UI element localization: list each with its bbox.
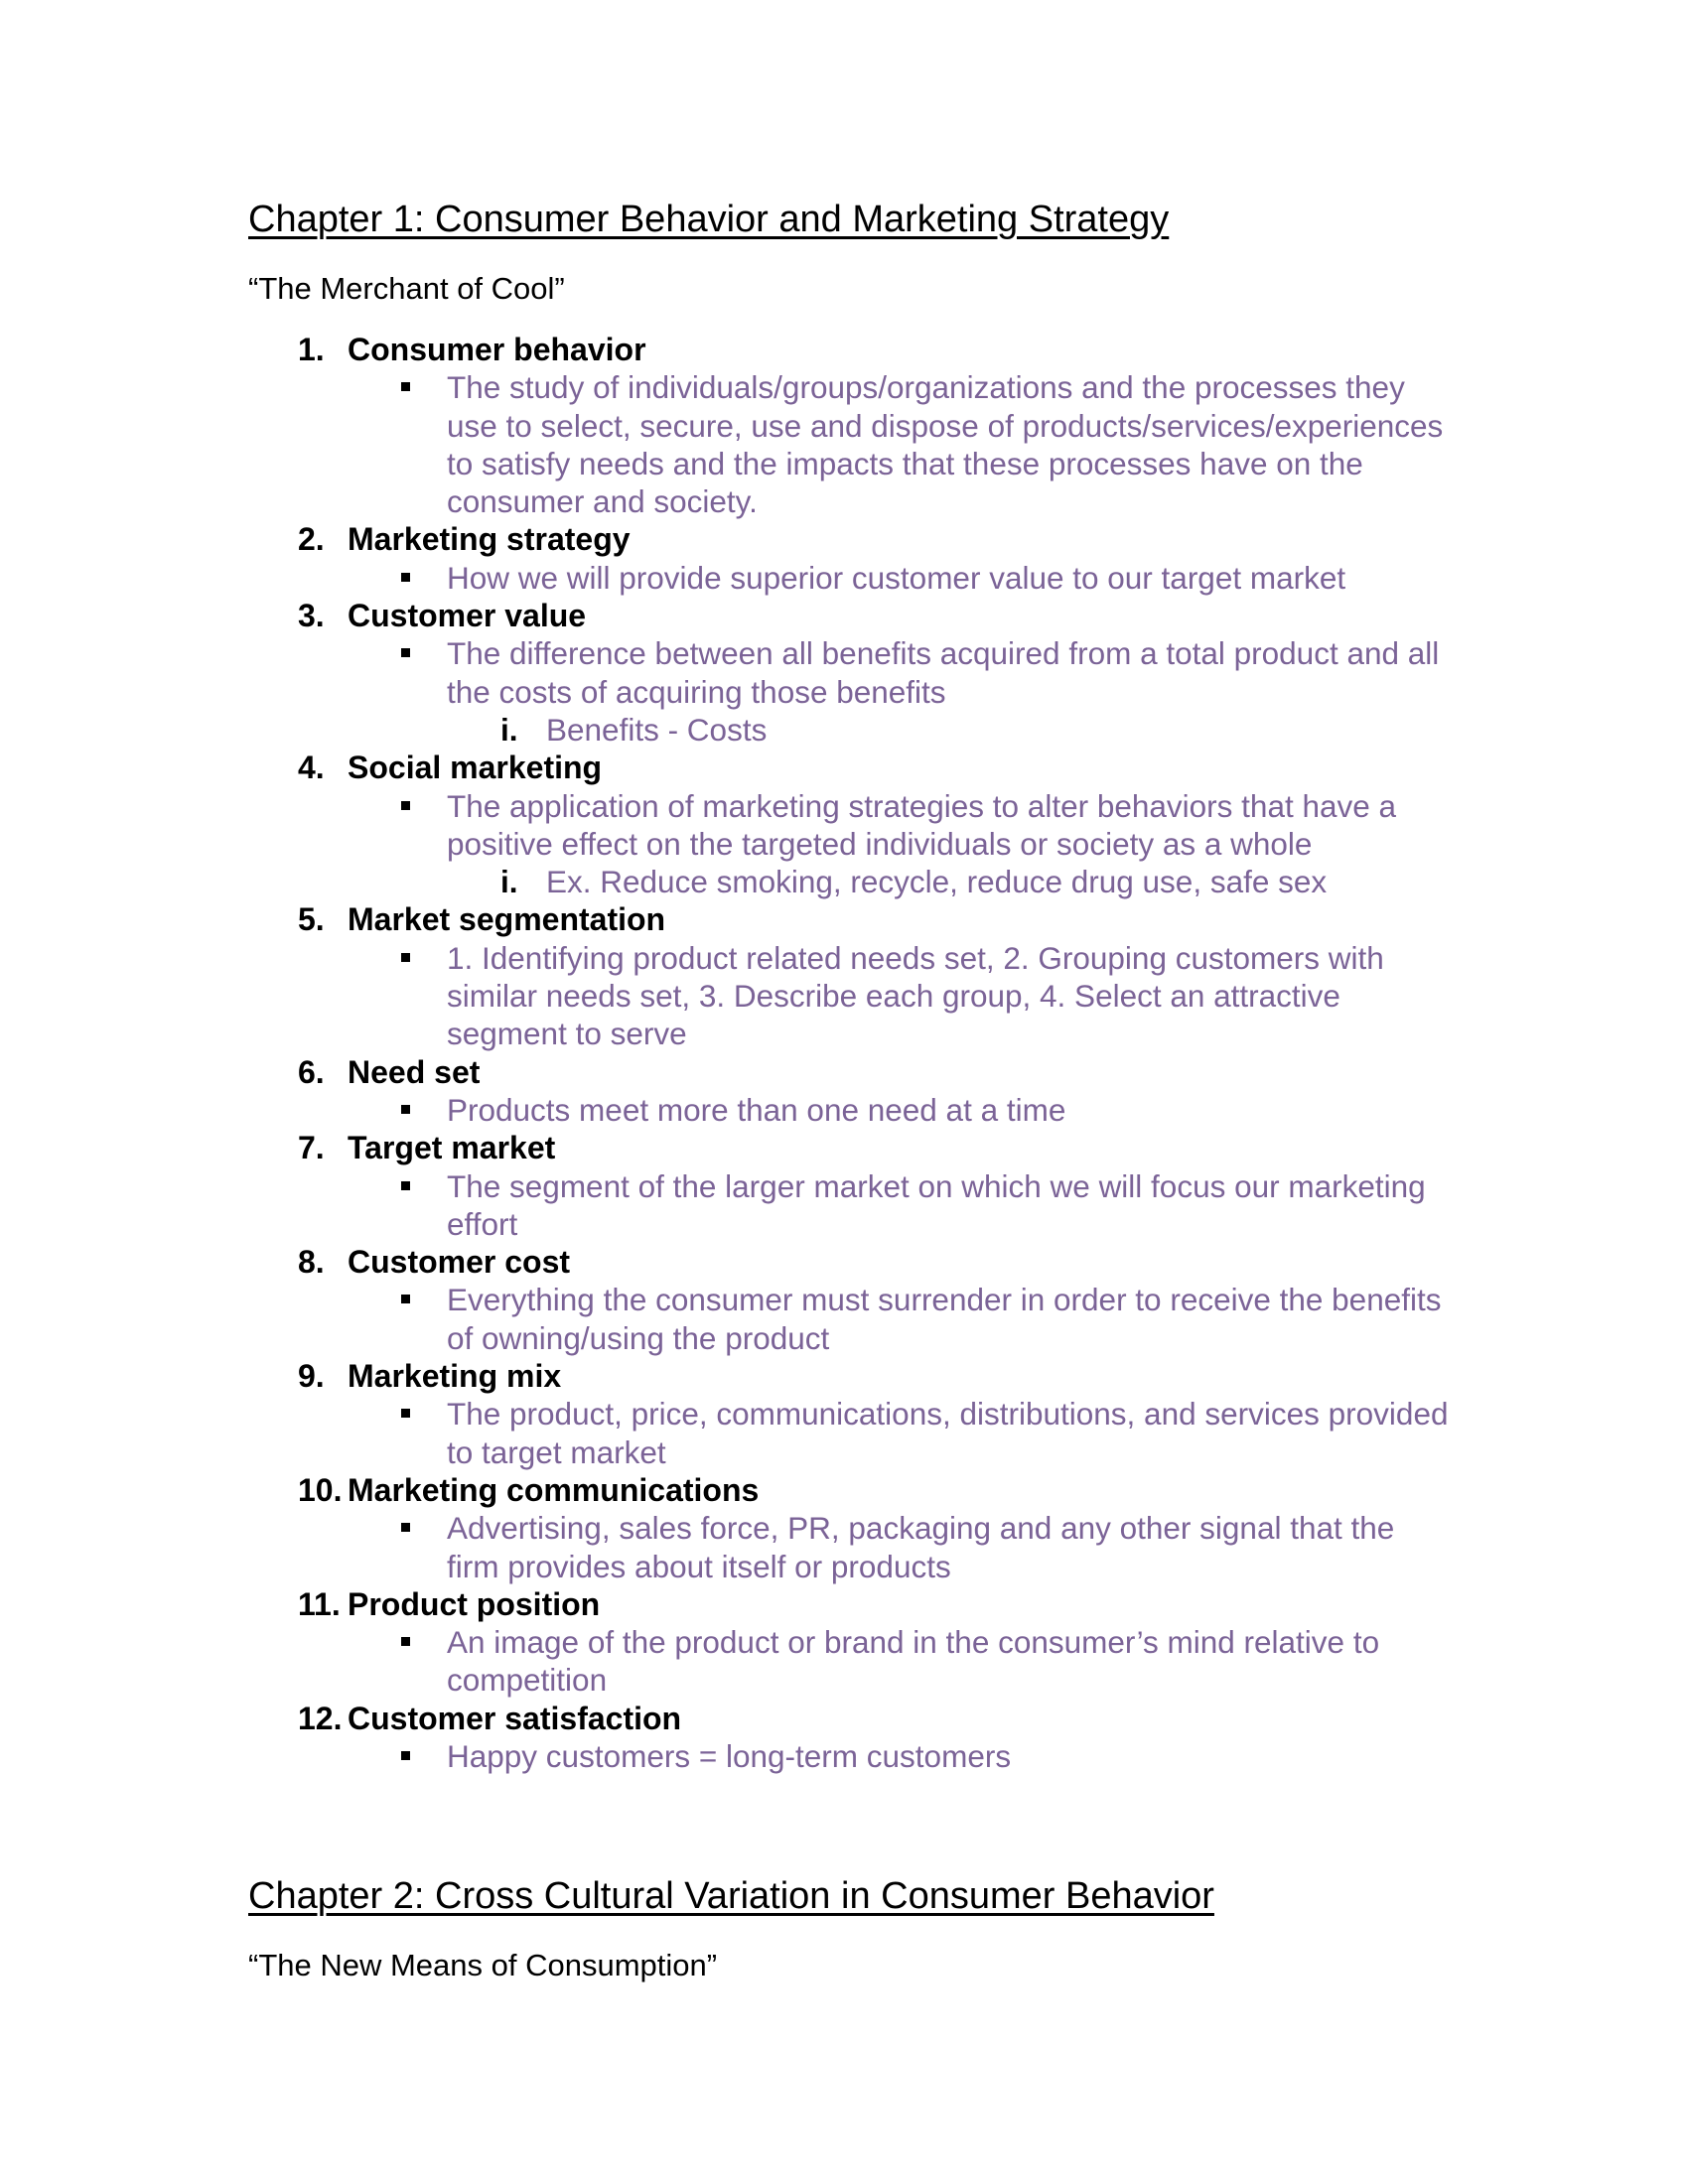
term-label: Target market xyxy=(348,1130,556,1166)
terms-list xyxy=(0,331,1688,1775)
term-definition-text: The application of marketing strategies to alter behaviors that have a positive effect on the targeted individuals or society as a whole xyxy=(447,787,1397,862)
square-bullet-icon xyxy=(401,1637,410,1646)
term-item xyxy=(0,1357,1688,1471)
term-number: 10. xyxy=(298,1471,343,1508)
term-label: Marketing mix xyxy=(348,1358,562,1395)
term-label: Need set xyxy=(348,1053,481,1090)
term-definition-text: Everything the consumer must surrender in order to receive the benefits of owning/using the product xyxy=(447,1282,1442,1356)
term-definition xyxy=(447,1281,1450,1357)
term-label: Social marketing xyxy=(348,750,603,786)
term-heading xyxy=(0,520,1688,558)
term-definition-text: How we will provide superior customer value to our target market xyxy=(447,559,1346,596)
square-bullet-icon xyxy=(401,648,410,657)
term-definition xyxy=(447,1167,1450,1244)
term-item xyxy=(0,331,1688,520)
term-heading xyxy=(0,1053,1688,1091)
subpoint-text: Ex. Reduce smoking, recycle, reduce drug use, safe sex xyxy=(546,864,1328,900)
term-number: 3. xyxy=(298,598,325,634)
term-definition xyxy=(447,634,1450,711)
term-definition xyxy=(447,1737,1450,1775)
subpoint-number: i. xyxy=(500,864,518,900)
square-bullet-icon xyxy=(401,1295,410,1303)
term-definition xyxy=(447,1091,1450,1129)
term-item xyxy=(0,597,1688,749)
square-bullet-icon xyxy=(401,1181,410,1190)
chapter-2-title: Chapter 2: Cross Cultural Variation in Consumer Behavior xyxy=(248,1875,1214,1917)
term-definition-text: Products meet more than one need at a time xyxy=(447,1091,1066,1128)
term-item xyxy=(0,1129,1688,1243)
square-bullet-icon xyxy=(401,953,410,962)
term-label: Product position xyxy=(348,1585,601,1622)
term-definition-text: An image of the product or brand in the consumer’s mind relative to competition xyxy=(447,1624,1380,1699)
term-item xyxy=(0,1700,1688,1776)
term-heading xyxy=(0,1471,1688,1509)
term-label: Customer cost xyxy=(348,1244,571,1281)
term-definition-text: Advertising, sales force, PR, packaging and any other signal that the firm provides about itself or products xyxy=(447,1510,1395,1584)
term-number: 1. xyxy=(298,332,325,367)
term-definition xyxy=(447,1395,1450,1471)
term-label: Marketing strategy xyxy=(348,521,631,558)
term-label: Customer value xyxy=(348,598,587,634)
chapter-2-subtitle: “The New Means of Consumption” xyxy=(248,1948,718,1982)
term-item xyxy=(0,1471,1688,1585)
term-label: Marketing communications xyxy=(348,1471,760,1508)
square-bullet-icon xyxy=(401,1751,410,1760)
term-definition xyxy=(447,787,1450,864)
term-label: Market segmentation xyxy=(348,901,666,938)
term-number: 12. xyxy=(298,1700,343,1736)
term-label: Consumer behavior xyxy=(348,332,646,367)
square-bullet-icon xyxy=(401,1105,410,1114)
term-definition xyxy=(447,939,1450,1053)
subpoint-number: i. xyxy=(500,711,518,748)
term-definition xyxy=(447,1509,1450,1585)
term-item xyxy=(0,520,1688,597)
term-definition-text: The segment of the larger market on which we will focus our marketing effort xyxy=(447,1167,1426,1242)
square-bullet-icon xyxy=(401,1409,410,1418)
term-heading xyxy=(0,1129,1688,1166)
term-item xyxy=(0,1585,1688,1700)
term-heading xyxy=(0,331,1688,368)
term-item xyxy=(0,1053,1688,1130)
term-heading xyxy=(0,1700,1688,1737)
term-definition-text: The product, price, communications, distributions, and services provided to target market xyxy=(447,1396,1449,1470)
term-definition-text: 1. Identifying product related needs set, 2. Grouping customers with similar needs set, 3. Describe each group, 4. Select an attractive segment to serve xyxy=(447,939,1384,1052)
term-number: 9. xyxy=(298,1358,325,1395)
term-number: 5. xyxy=(298,901,325,938)
term-subpoint xyxy=(500,711,1688,749)
term-number: 8. xyxy=(298,1244,325,1281)
term-number: 7. xyxy=(298,1130,325,1166)
square-bullet-icon xyxy=(401,573,410,582)
term-definition xyxy=(447,559,1450,597)
term-subpoint xyxy=(500,863,1688,900)
term-heading xyxy=(0,1243,1688,1281)
term-heading xyxy=(0,749,1688,786)
term-definition-text: The difference between all benefits acquired from a total product and all the costs of acquiring those benefits xyxy=(447,635,1440,710)
term-number: 2. xyxy=(298,521,325,558)
term-item xyxy=(0,1243,1688,1357)
term-item xyxy=(0,900,1688,1052)
term-heading xyxy=(0,900,1688,938)
term-number: 4. xyxy=(298,750,325,786)
term-definition xyxy=(447,368,1450,520)
chapter-1-title: Chapter 1: Consumer Behavior and Marketing Strategy xyxy=(248,199,1170,240)
term-number: 6. xyxy=(298,1053,325,1090)
term-heading xyxy=(0,1585,1688,1623)
term-number: 11. xyxy=(298,1585,341,1622)
square-bullet-icon xyxy=(401,382,410,391)
term-definition-text: Happy customers = long-term customers xyxy=(447,1737,1012,1774)
square-bullet-icon xyxy=(401,801,410,810)
square-bullet-icon xyxy=(401,1523,410,1532)
subpoint-text: Benefits - Costs xyxy=(546,711,768,748)
term-heading xyxy=(0,1357,1688,1395)
term-definition-text: The study of individuals/groups/organizations and the processes they use to select, secure, use and dispose of products/services/experiences to satisfy needs and the impacts that these processes have on the consumer and society. xyxy=(447,369,1444,520)
term-item xyxy=(0,749,1688,900)
term-definition xyxy=(447,1623,1450,1700)
chapter-1-subtitle: “The Merchant of Cool” xyxy=(248,271,565,306)
term-heading xyxy=(0,597,1688,634)
term-label: Customer satisfaction xyxy=(348,1700,682,1736)
